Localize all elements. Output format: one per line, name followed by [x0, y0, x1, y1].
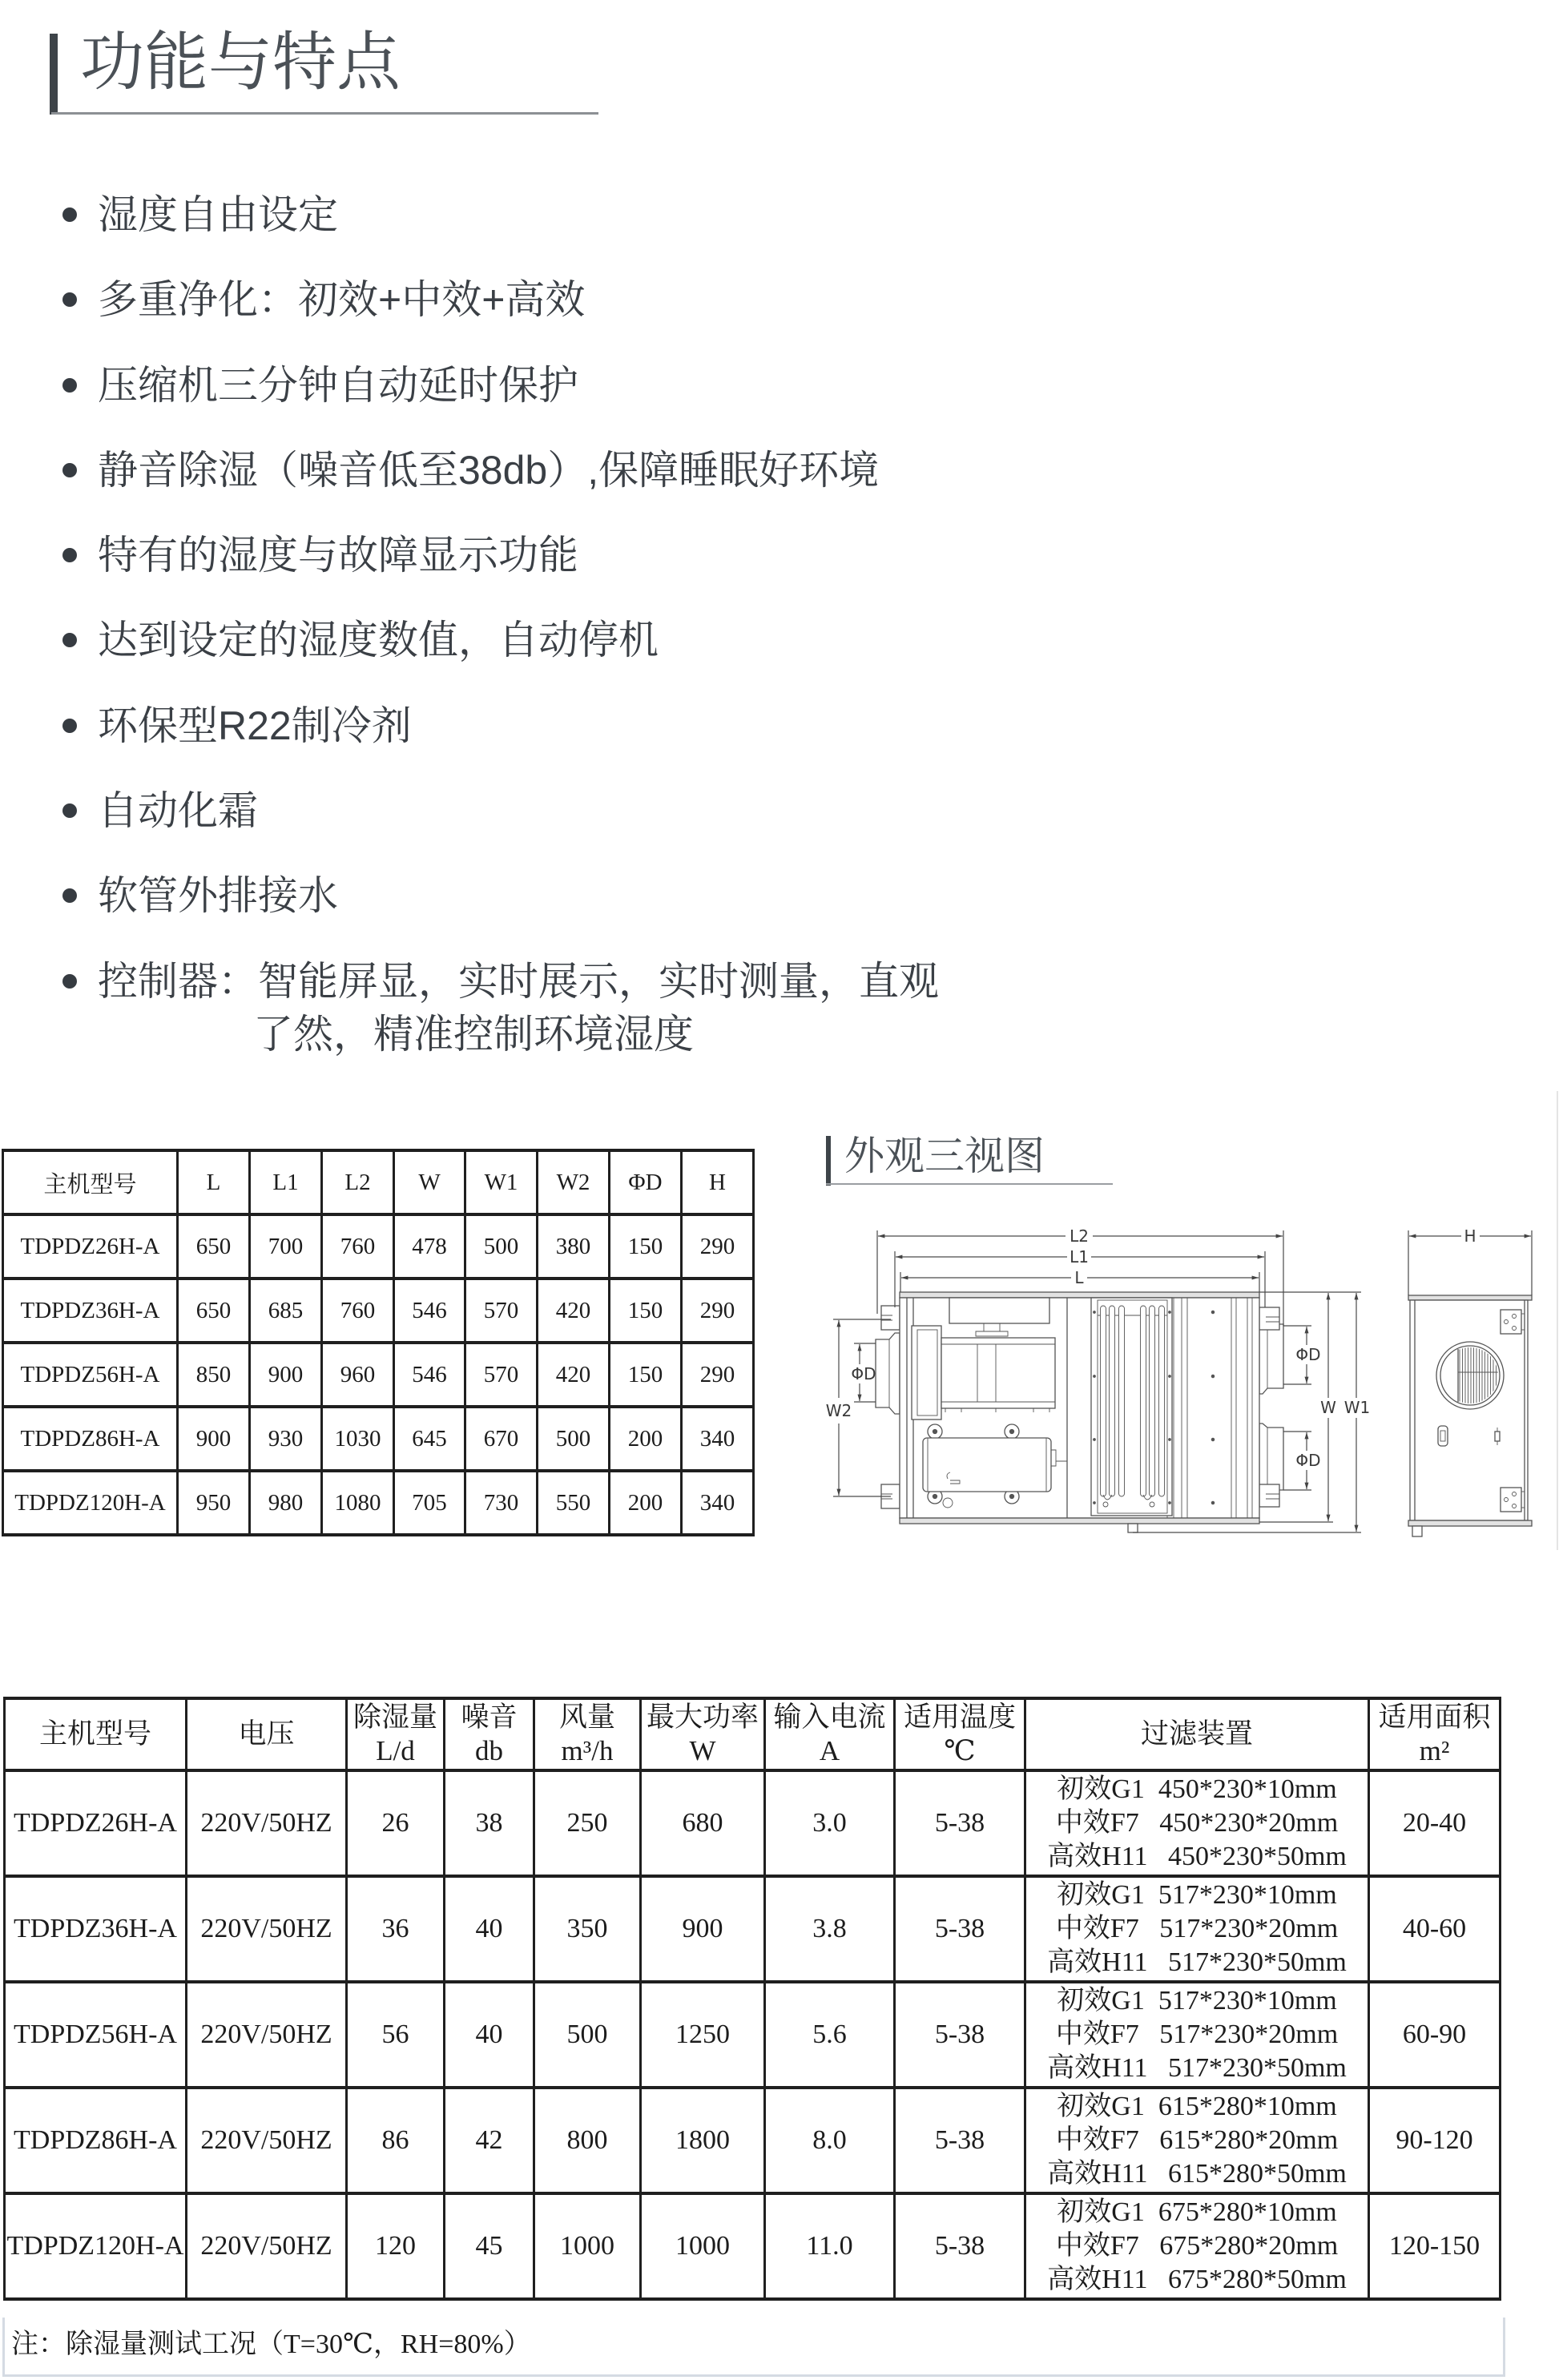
table-cell: 150 [610, 1279, 682, 1343]
filters-cell [1025, 1876, 1369, 1982]
voltage-cell: 220V/50HZ [187, 1770, 347, 1876]
table-cell: 960 [322, 1343, 394, 1407]
header-title: 输入电流 [773, 1701, 886, 1733]
table-cell: 150 [610, 1214, 682, 1279]
max-power-cell: 1800 [641, 2088, 765, 2193]
table-cell: 850 [178, 1343, 250, 1407]
label-l: L [1074, 1268, 1084, 1287]
max-power-cell: 900 [641, 1876, 765, 1982]
header-unit: m² [1419, 1735, 1450, 1766]
table-footnote: 注：除湿量测试工况（T=30℃，RH=80%） [2, 2318, 1505, 2377]
filter-line: 高效H11 517*230*50mm [1047, 2053, 1347, 2083]
table-cell: 760 [322, 1279, 394, 1343]
label-phid-right-upper: ΦD [1295, 1345, 1321, 1364]
header-h: H [682, 1150, 754, 1214]
table-row [5, 1876, 1501, 1982]
table-row [3, 1343, 754, 1407]
label-w2: W2 [825, 1401, 852, 1420]
table-row [3, 1214, 754, 1279]
noise-cell: 45 [445, 2193, 534, 2299]
header-unit: A [819, 1735, 840, 1766]
bullet-icon [62, 292, 77, 307]
model-cell: TDPDZ120H-A [3, 1471, 178, 1535]
table-cell: 380 [538, 1214, 610, 1279]
feature-text: 特有的湿度与故障显示功能 [98, 533, 578, 578]
model-cell: TDPDZ86H-A [5, 2088, 187, 2193]
header-noise [445, 1698, 534, 1770]
noise-cell: 42 [445, 2088, 534, 2193]
features-title: 功能与特点 [80, 26, 401, 98]
header-filters [1025, 1698, 1369, 1770]
table-cell: 980 [250, 1471, 322, 1535]
temperature-cell: 5-38 [895, 2088, 1025, 2193]
table-row [5, 2088, 1501, 2193]
model-cell: TDPDZ120H-A [5, 2193, 187, 2299]
header-l2: L2 [322, 1150, 394, 1214]
temperature-cell: 5-38 [895, 2193, 1025, 2299]
table-cell: 705 [394, 1471, 465, 1535]
feature-text: 湿度自由设定 [98, 192, 338, 237]
airflow-cell: 250 [534, 1770, 641, 1876]
feature-text: 自动化霜 [98, 788, 258, 834]
bullet-icon [62, 719, 77, 733]
feature-text: 软管外排接水 [98, 873, 338, 919]
voltage-cell: 220V/50HZ [187, 1982, 347, 2088]
header-w1: W1 [465, 1150, 538, 1214]
table-cell: 730 [465, 1471, 538, 1535]
section-title-underline [51, 112, 598, 115]
feature-text: 环保型R22制冷剂 [98, 703, 412, 748]
front-view [876, 1292, 1283, 1532]
header-title: 主机型号 [38, 1718, 151, 1750]
noise-cell: 40 [445, 1982, 534, 2088]
feature-text: 多重净化：初效+中效+高效 [98, 277, 586, 323]
header-title: 电压 [238, 1718, 295, 1750]
feature-text: 达到设定的湿度数值，自动停机 [98, 618, 659, 663]
current-cell: 5.6 [765, 1982, 895, 2088]
table-cell: 290 [682, 1214, 754, 1279]
bullet-icon [62, 207, 77, 222]
feature-text: 控制器：智能屏显，实时展示，实时测量，直观 [98, 958, 939, 1004]
feature-item [56, 188, 1017, 241]
model-cell: TDPDZ36H-A [5, 1876, 187, 1982]
dimensions-table [2, 1149, 755, 1536]
filters-cell [1025, 2193, 1369, 2299]
label-l1: L1 [1070, 1247, 1089, 1267]
label-l2: L2 [1070, 1226, 1089, 1246]
dehumidify-cell: 56 [347, 1982, 445, 2088]
bullet-icon [62, 888, 77, 903]
model-cell: TDPDZ86H-A [3, 1407, 178, 1471]
area-cell: 120-150 [1369, 2193, 1501, 2299]
header-title: 风量 [558, 1701, 615, 1733]
header-title: 适用温度 [903, 1701, 1016, 1733]
table-cell: 340 [682, 1471, 754, 1535]
filter-line: 初效G1 517*230*10mm [1057, 1880, 1337, 1910]
section-title-bar [50, 34, 58, 115]
table-row [3, 1279, 754, 1343]
current-cell: 3.8 [765, 1876, 895, 1982]
noise-cell: 40 [445, 1876, 534, 1982]
table-cell: 1080 [322, 1471, 394, 1535]
bullet-icon [62, 803, 77, 818]
dehumidify-cell: 26 [347, 1770, 445, 1876]
header-model: 主机型号 [3, 1150, 178, 1214]
current-cell: 11.0 [765, 2193, 895, 2299]
table-cell: 650 [178, 1279, 250, 1343]
label-w1: W1 [1343, 1398, 1371, 1417]
table-cell: 900 [250, 1343, 322, 1407]
header-title: 噪音 [461, 1701, 518, 1733]
table-cell: 570 [465, 1343, 538, 1407]
header-current [765, 1698, 895, 1770]
header-unit: m³/h [561, 1735, 614, 1766]
feature-item [56, 614, 1017, 666]
filter-line: 中效F7 450*230*20mm [1055, 1808, 1339, 1838]
feature-item [56, 529, 1017, 582]
header-airflow [534, 1698, 641, 1770]
current-cell: 8.0 [765, 2088, 895, 2193]
table-cell: 150 [610, 1343, 682, 1407]
table-cell: 670 [465, 1407, 538, 1471]
table-cell: 340 [682, 1407, 754, 1471]
header-max-power [641, 1698, 765, 1770]
filter-line: 中效F7 675*280*20mm [1055, 2231, 1339, 2261]
header-title: 除湿量 [352, 1701, 437, 1733]
header-unit: db [475, 1735, 503, 1766]
airflow-cell: 350 [534, 1876, 641, 1982]
model-cell: TDPDZ26H-A [5, 1770, 187, 1876]
model-cell: TDPDZ56H-A [5, 1982, 187, 2088]
table-cell: 570 [465, 1279, 538, 1343]
filter-line: 初效G1 615*280*10mm [1057, 2092, 1337, 2121]
filter-line: 中效F7 517*230*20mm [1055, 2020, 1339, 2049]
table-row [5, 1770, 1501, 1876]
feature-item [56, 273, 1017, 326]
header-unit: ℃ [944, 1735, 976, 1766]
header-area [1369, 1698, 1501, 1770]
model-cell: TDPDZ56H-A [3, 1343, 178, 1407]
voltage-cell: 220V/50HZ [187, 2088, 347, 2193]
temperature-cell: 5-38 [895, 1876, 1025, 1982]
filter-line: 初效G1 450*230*10mm [1057, 1774, 1337, 1804]
table-cell: 930 [250, 1407, 322, 1471]
label-w: W [1320, 1398, 1336, 1417]
header-l1: L1 [250, 1150, 322, 1214]
bullet-icon [62, 378, 77, 393]
header-dehumidify [347, 1698, 445, 1770]
table-row [3, 1471, 754, 1535]
max-power-cell: 1250 [641, 1982, 765, 2088]
table-cell: 760 [322, 1214, 394, 1279]
label-h: H [1464, 1226, 1476, 1246]
header-title: 最大功率 [646, 1701, 759, 1733]
header-title: 过滤装置 [1140, 1718, 1253, 1750]
specifications-table [3, 1697, 1501, 2301]
dehumidify-cell: 86 [347, 2088, 445, 2193]
table-row [5, 1982, 1501, 2088]
table-cell: 950 [178, 1471, 250, 1535]
header-temperature [895, 1698, 1025, 1770]
header-w2: W2 [538, 1150, 610, 1214]
diagram-title: 外观三视图 [844, 1134, 1045, 1178]
voltage-cell: 220V/50HZ [187, 1876, 347, 1982]
airflow-cell: 800 [534, 2088, 641, 2193]
filter-line: 中效F7 615*280*20mm [1055, 2125, 1339, 2155]
table-cell: 290 [682, 1279, 754, 1343]
airflow-cell: 500 [534, 1982, 641, 2088]
bullet-icon [62, 463, 77, 477]
filters-cell [1025, 1982, 1369, 2088]
table-cell: 420 [538, 1279, 610, 1343]
filters-cell [1025, 1770, 1369, 1876]
table-cell: 290 [682, 1343, 754, 1407]
area-cell: 60-90 [1369, 1982, 1501, 2088]
table-cell: 478 [394, 1214, 465, 1279]
feature-text-continuation: 了然，精准控制环境湿度 [253, 1011, 694, 1057]
feature-text: 静音除湿（噪音低至38db）,保障睡眠好环境 [98, 447, 880, 493]
header-w: W [394, 1150, 465, 1214]
label-phid-left: ΦD [851, 1364, 876, 1383]
noise-cell: 38 [445, 1770, 534, 1876]
table-cell: 900 [178, 1407, 250, 1471]
filter-line: 中效F7 517*230*20mm [1055, 1914, 1339, 1943]
area-cell: 40-60 [1369, 1876, 1501, 1982]
header-l: L [178, 1150, 250, 1214]
label-phid-right-lower: ΦD [1295, 1451, 1321, 1470]
max-power-cell: 1000 [641, 2193, 765, 2299]
filters-cell [1025, 2088, 1369, 2193]
table-cell: 546 [394, 1279, 465, 1343]
bullet-icon [62, 633, 77, 647]
table-cell: 700 [250, 1214, 322, 1279]
three-view-diagram [817, 1218, 1559, 1546]
temperature-cell: 5-38 [895, 1770, 1025, 1876]
diagram-title-underline [826, 1183, 1113, 1185]
table-row [5, 2193, 1501, 2299]
header-unit: W [689, 1735, 716, 1766]
feature-item [56, 784, 1017, 837]
table-cell: 550 [538, 1471, 610, 1535]
side-view [1408, 1295, 1532, 1536]
voltage-cell: 220V/50HZ [187, 2193, 347, 2299]
current-cell: 3.0 [765, 1770, 895, 1876]
table-cell: 645 [394, 1407, 465, 1471]
filter-line: 初效G1 517*230*10mm [1057, 1986, 1337, 2016]
feature-item [56, 699, 1017, 752]
model-cell: TDPDZ26H-A [3, 1214, 178, 1279]
table-cell: 650 [178, 1214, 250, 1279]
header-title: 适用面积 [1378, 1701, 1491, 1733]
filter-line: 高效H11 615*280*50mm [1047, 2159, 1347, 2189]
header-phid: ΦD [610, 1150, 682, 1214]
header-model [5, 1698, 187, 1770]
feature-list [56, 188, 1017, 1093]
specifications-table-header [5, 1698, 1501, 1770]
temperature-cell: 5-38 [895, 1982, 1025, 2088]
table-cell: 200 [610, 1407, 682, 1471]
filter-line: 初效G1 675*280*10mm [1057, 2197, 1337, 2227]
bullet-icon [62, 974, 77, 989]
table-cell: 200 [610, 1471, 682, 1535]
feature-item [56, 955, 1017, 1061]
feature-item [56, 869, 1017, 922]
dehumidify-cell: 36 [347, 1876, 445, 1982]
header-voltage [187, 1698, 347, 1770]
model-cell: TDPDZ36H-A [3, 1279, 178, 1343]
feature-text: 压缩机三分钟自动延时保护 [98, 362, 578, 408]
feature-item [56, 359, 1017, 412]
dehumidify-cell: 120 [347, 2193, 445, 2299]
filter-line: 高效H11 450*230*50mm [1047, 1842, 1347, 1871]
dimensions-table-header [3, 1150, 754, 1214]
table-cell: 420 [538, 1343, 610, 1407]
table-cell: 500 [538, 1407, 610, 1471]
filter-line: 高效H11 517*230*50mm [1047, 1947, 1347, 1977]
table-cell: 500 [465, 1214, 538, 1279]
area-cell: 20-40 [1369, 1770, 1501, 1876]
bullet-icon [62, 548, 77, 562]
header-unit: L/d [376, 1735, 415, 1766]
table-cell: 546 [394, 1343, 465, 1407]
filter-line: 高效H11 675*280*50mm [1047, 2265, 1347, 2294]
diagram-title-bar [826, 1136, 831, 1186]
max-power-cell: 680 [641, 1770, 765, 1876]
table-cell: 685 [250, 1279, 322, 1343]
table-row [3, 1407, 754, 1471]
area-cell: 90-120 [1369, 2088, 1501, 2193]
table-cell: 1030 [322, 1407, 394, 1471]
airflow-cell: 1000 [534, 2193, 641, 2299]
feature-item [56, 444, 1017, 497]
